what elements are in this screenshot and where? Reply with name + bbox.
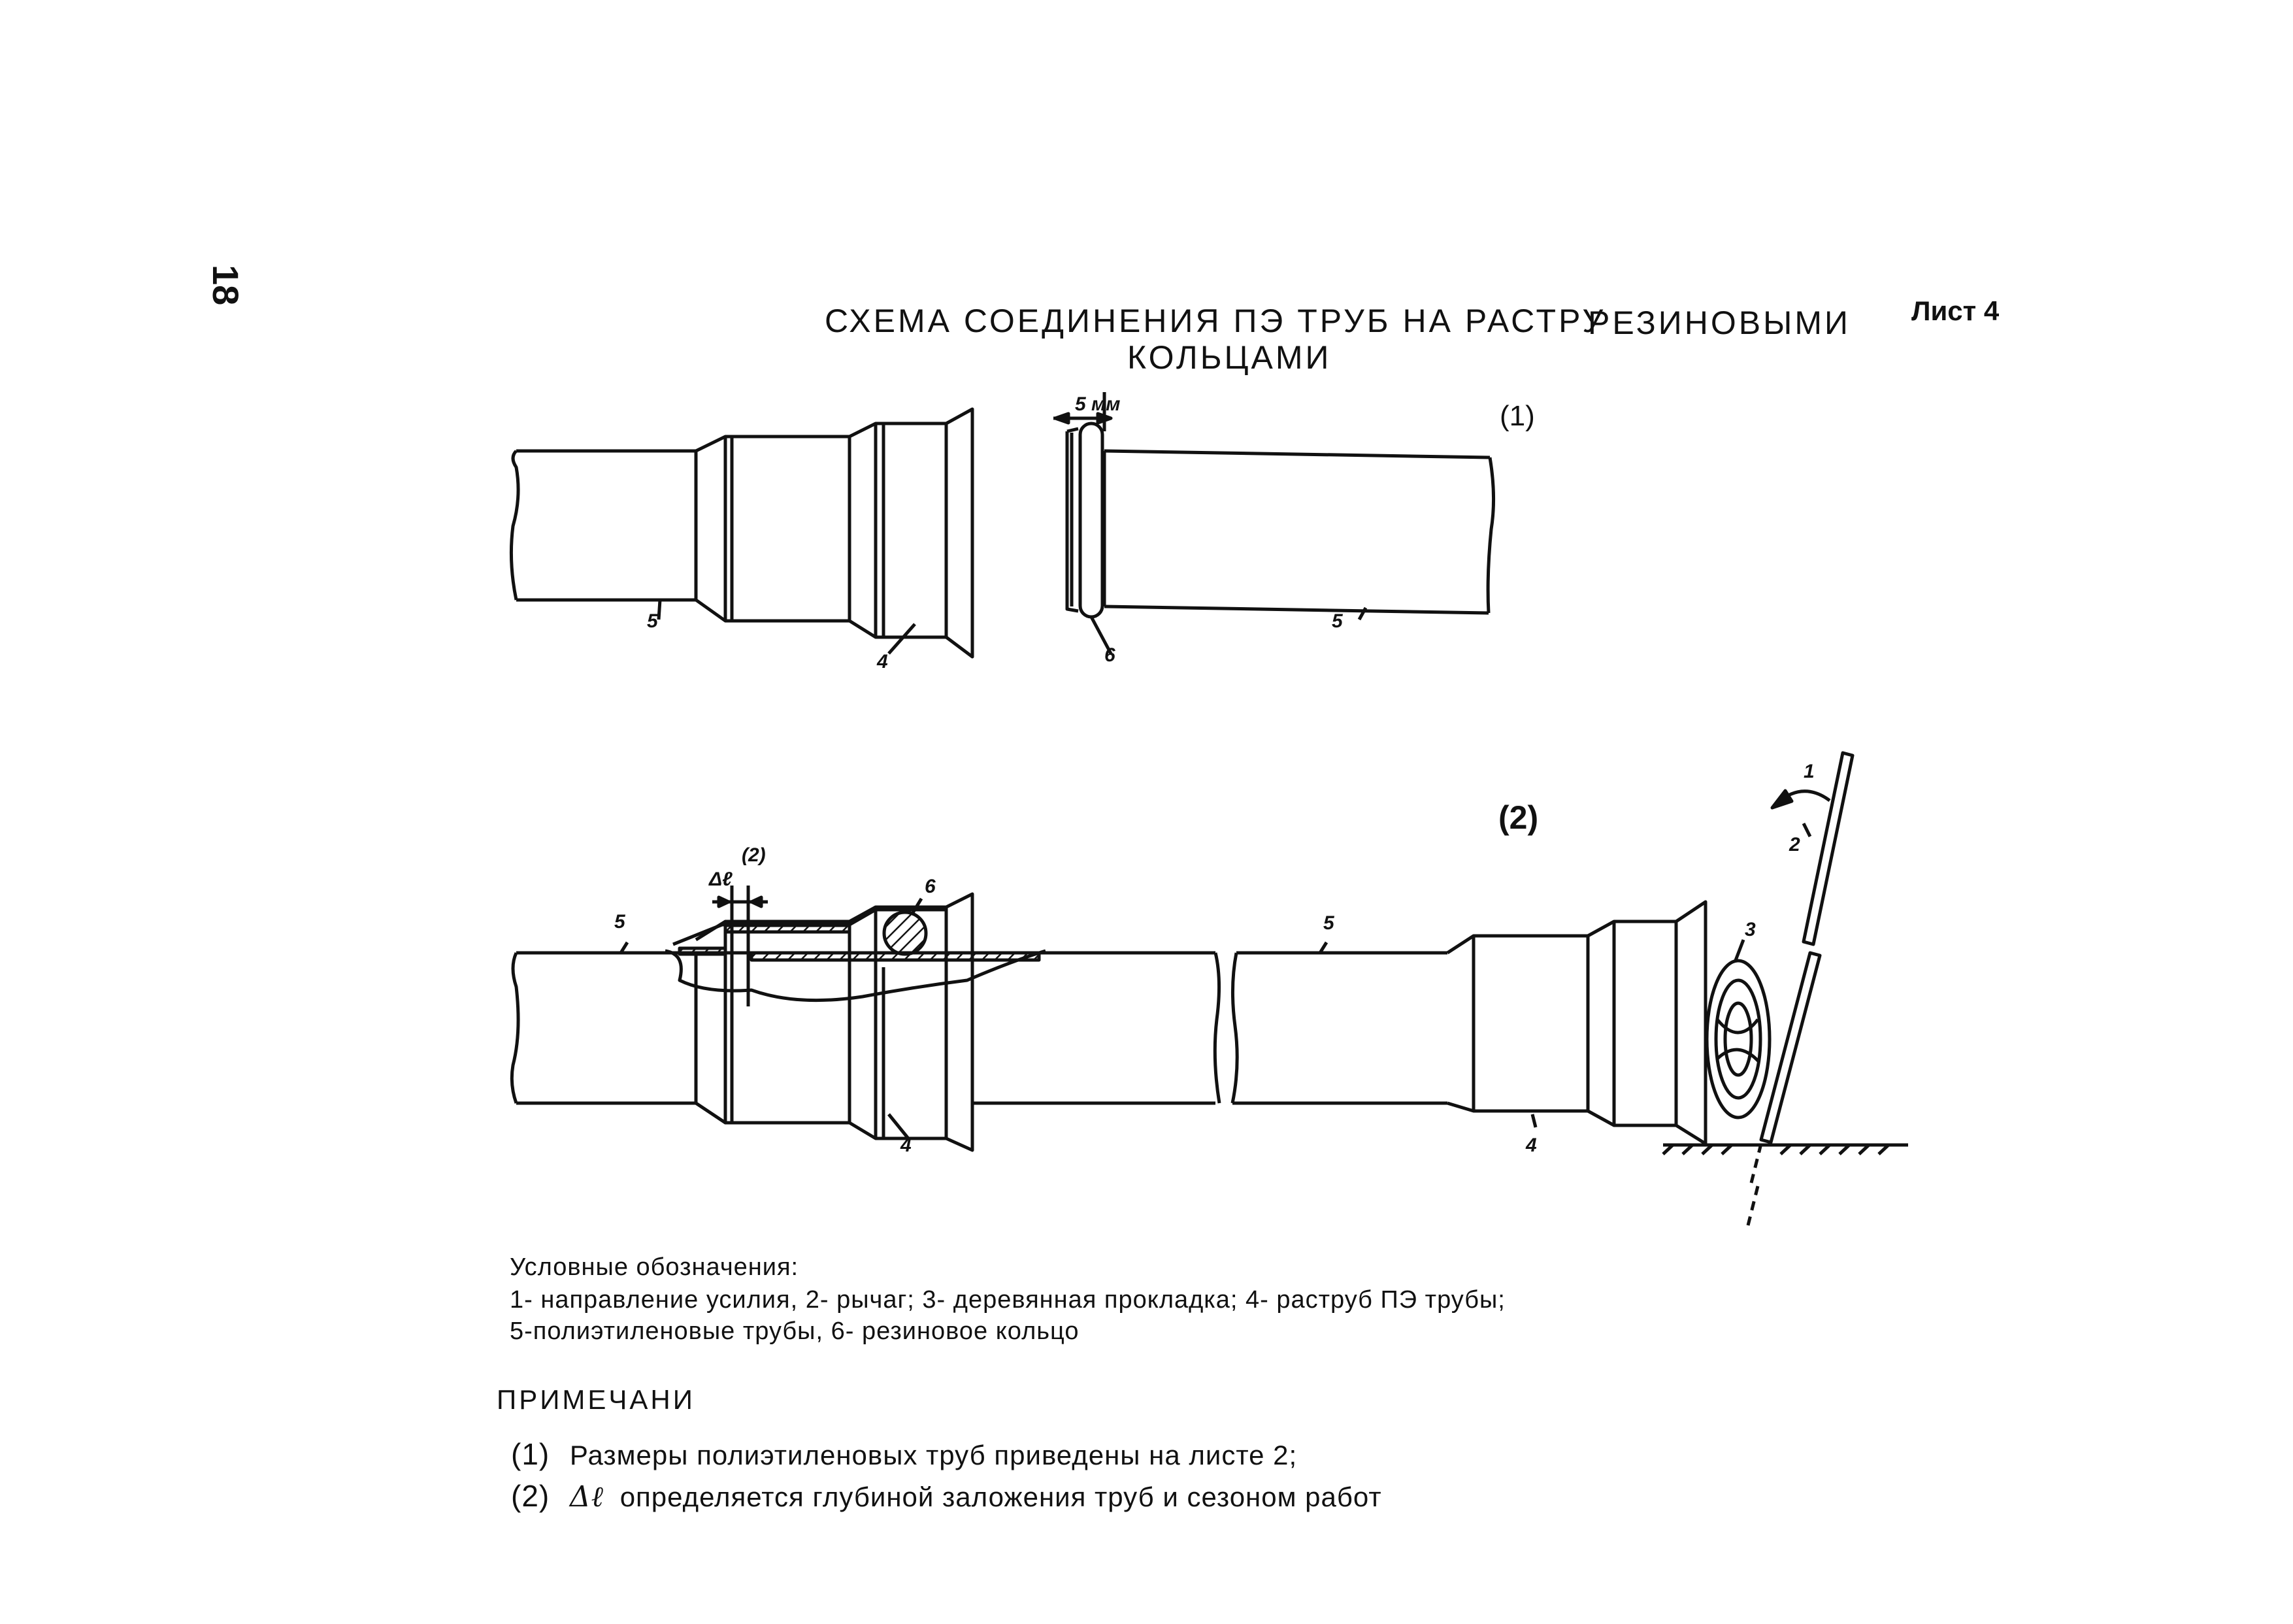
force-direction-arrow <box>1772 791 1830 808</box>
legend-title: Условные обозначения: <box>510 1253 799 1281</box>
fig2-wooden-pad <box>1707 961 1770 1118</box>
note-2-number: (2) <box>511 1479 550 1513</box>
callout-5-fig2-mid: 5 <box>1323 912 1334 934</box>
fig1-left-pipe <box>511 451 696 600</box>
figure-1-label: (1) <box>1500 400 1535 432</box>
fig2-right-socket <box>1447 902 1706 1144</box>
callout-3-fig2: 3 <box>1745 919 1756 940</box>
fig2-middle-pipe <box>972 953 1447 1103</box>
fig1-socket <box>696 409 972 657</box>
fig2-rubber-ring-section <box>884 912 926 954</box>
title-line2: КОЛЬЦАМИ <box>1127 339 1332 376</box>
delta-l-label: Δℓ <box>709 869 733 890</box>
note-2-text: определяется глубиной заложения труб и сезоном работ <box>619 1482 1382 1512</box>
callout-6-fig1: 6 <box>1104 644 1115 666</box>
title-line1-part1: СХЕМА СОЕДИНЕНИЯ ПЭ ТРУБ НА РАСТРУ <box>825 303 1606 339</box>
callout-5-fig2-left: 5 <box>614 911 625 933</box>
page-number: 18 <box>205 265 246 306</box>
fig1-rubber-ring <box>1067 423 1102 617</box>
note-2 <box>511 1478 1382 1514</box>
callout-6-fig2: 6 <box>925 876 936 897</box>
fig2-dimension-delta-l <box>712 886 768 1006</box>
callout-5-fig1-right: 5 <box>1332 610 1343 632</box>
note-1 <box>511 1436 1297 1472</box>
fig2-callout-leaders <box>621 823 1810 1138</box>
fig2-left-pipe <box>512 953 696 1103</box>
callout-4-fig1: 4 <box>877 651 888 672</box>
callout-4-fig2-right: 4 <box>1526 1135 1537 1156</box>
note-1-text: Размеры полиэтиленовых труб приведены на листе 2; <box>569 1440 1298 1470</box>
fig2-cutaway <box>665 910 1046 1001</box>
callout-2-fig2: 2 <box>1789 834 1800 855</box>
delta-l-footnote-mark: (2) <box>742 844 766 866</box>
title-line1-part2: РЕЗИНОВЫМИ <box>1588 305 1851 341</box>
callout-4-fig2-left: 4 <box>900 1135 912 1156</box>
sheet-label: Лист 4 <box>1911 295 2000 326</box>
notes-heading: ПРИМЕЧАНИ <box>497 1384 695 1415</box>
dimension-5mm-label: 5 мм <box>1075 393 1121 415</box>
ground-line <box>1663 1145 1908 1154</box>
figure-2-label: (2) <box>1498 799 1539 836</box>
legend-line-1: 1- направление усилия, 2- рычаг; 3- деревянная прокладка; 4- раструб ПЭ трубы; <box>510 1286 1506 1314</box>
note-2-delta-l: Δℓ <box>569 1480 604 1514</box>
note-1-number: (1) <box>511 1437 550 1471</box>
fig1-right-pipe <box>1104 451 1494 613</box>
callout-1-fig2: 1 <box>1804 761 1815 782</box>
callout-5-fig1-left: 5 <box>647 610 658 632</box>
legend-line-2: 5-полиэтиленовые трубы, 6- резиновое кольцо <box>510 1317 1080 1345</box>
